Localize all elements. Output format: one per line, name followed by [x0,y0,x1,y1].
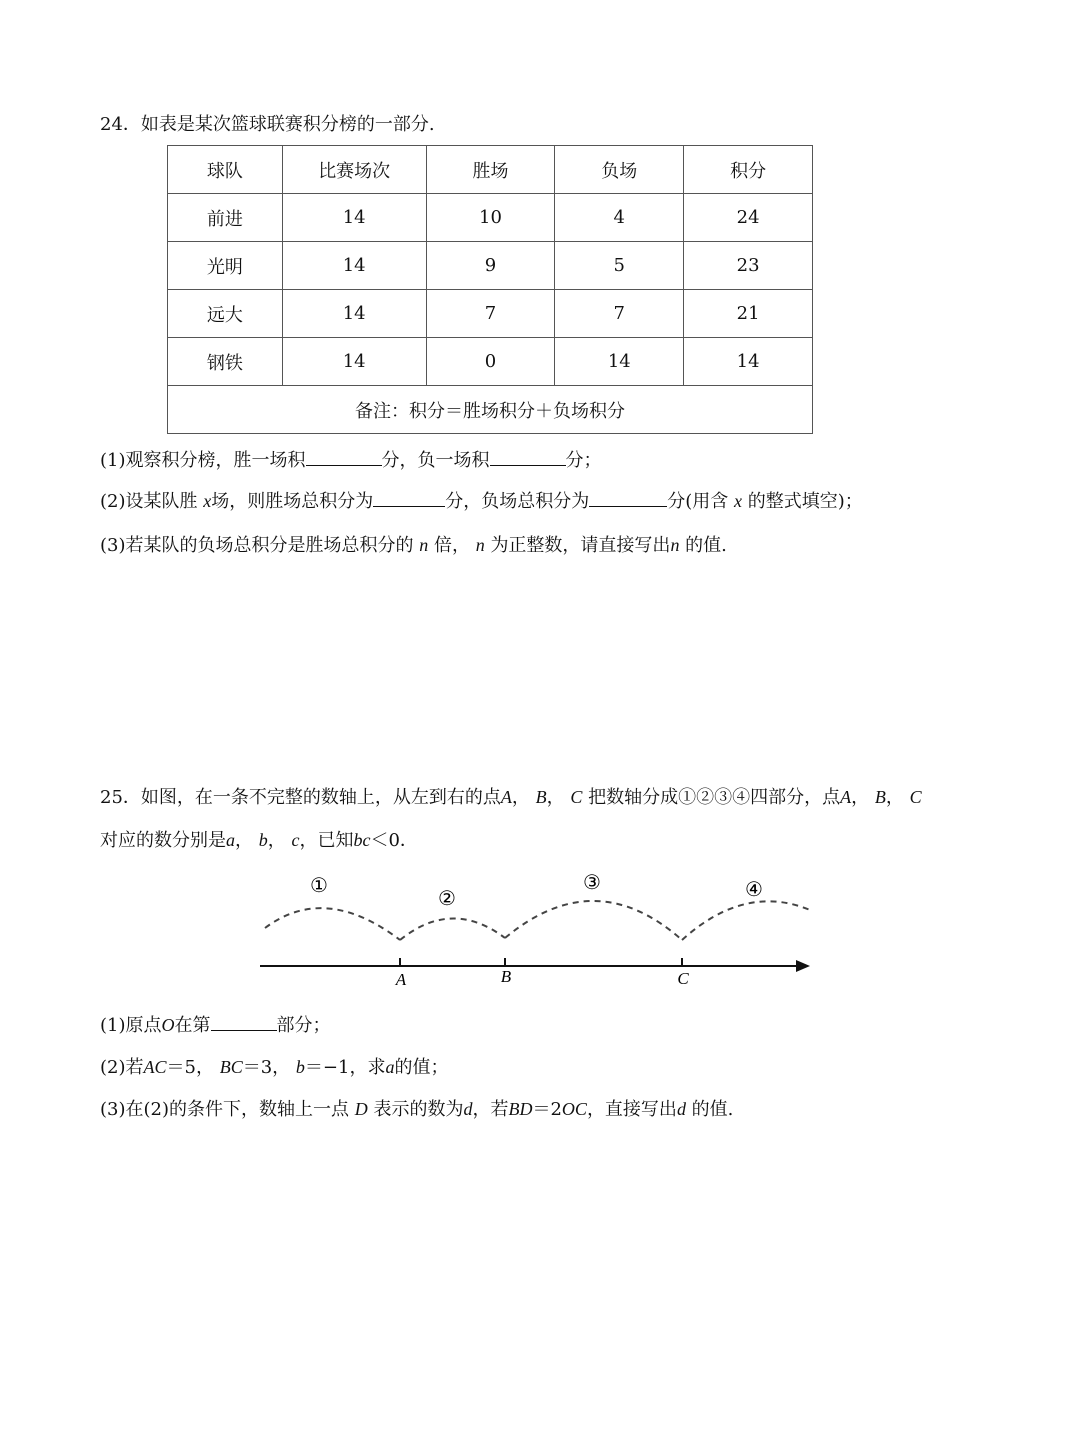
cell: 14 [282,290,426,338]
var-x: x [203,491,212,511]
arrow-icon [796,960,810,972]
text: 把数轴分成①②③④四部分，点 [588,787,841,808]
expr-bc: bc [353,830,371,850]
text: 25．如图，在一条不完整的数轴上，从左到右的点 [100,787,501,808]
answer-blank[interactable] [490,447,566,466]
var-D: D [354,1099,368,1119]
text: 对应的数分别是 [100,830,226,851]
q25-part2 [100,1055,448,1080]
cell: 14 [684,338,813,386]
text: 倍， [433,535,470,556]
cell: 0 [426,338,555,386]
text: 场，则胜场总积分为 [211,491,374,512]
q25-part1 [100,1012,331,1038]
var-n: n [670,535,680,555]
var-n: n [475,535,485,555]
arc-region-1 [265,908,400,940]
region-label-3: ③ [583,872,601,894]
q24-part2 [100,488,863,514]
cell: 14 [555,338,684,386]
cell: 14 [282,194,426,242]
var-a: a [226,830,235,850]
point-label-C: C [677,969,689,988]
q24-part3 [100,533,727,558]
var-C: C [570,787,583,807]
table-header-row [168,146,813,194]
var-OC: OC [561,1099,587,1119]
answer-blank[interactable] [211,1012,277,1031]
cell: 9 [426,242,555,290]
q25-line2 [100,828,418,853]
text: ， [267,830,286,851]
text: ， [235,830,253,851]
var-A: A [500,787,512,807]
region-label-2: ② [438,888,456,910]
text: ＝2 [532,1099,562,1120]
var-BC: BC [219,1057,243,1077]
text: ＜0． [370,830,418,851]
text: ， [511,787,530,808]
text: (2)设某队胜 [100,491,198,512]
answer-blank[interactable] [373,488,445,507]
q24-part1 [100,447,602,473]
var-BD: BD [508,1099,533,1119]
number-line-figure [255,868,825,998]
point-label-B: B [500,967,512,986]
region-label-1: ① [310,875,328,897]
table-note-row [168,386,813,434]
header-team: 球队 [168,146,283,194]
text: ，已知 [299,830,354,851]
text: 为正整数，请直接写出 [490,535,671,556]
cell: 7 [426,290,555,338]
text: ＝−1，求 [304,1057,386,1078]
var-O: O [161,1015,175,1035]
text: (1)原点 [100,1015,162,1036]
var-d: d [676,1099,686,1119]
score-table [167,145,813,434]
arc-region-3 [505,901,682,940]
var-B: B [535,787,547,807]
text: 的值； [394,1057,449,1078]
cell: 远大 [168,290,283,338]
text: 表示的数为 [373,1099,464,1120]
q25-line1 [100,785,922,810]
header-points: 积分 [684,146,813,194]
var-A: A [840,787,852,807]
var-B: B [874,787,886,807]
text: 的整式填空)； [747,491,863,512]
arc-region-4 [682,901,810,940]
header-wins: 胜场 [426,146,555,194]
var-b: b [295,1057,305,1077]
text: ＝3， [242,1057,291,1078]
text: ，直接写出 [586,1099,677,1120]
text: 分(用含 [667,491,729,512]
region-label-4: ④ [745,879,763,901]
text: (2)若 [100,1057,144,1078]
text: 在第 [174,1015,211,1036]
q24-title: 24．如表是某次篮球联赛积分榜的一部分. [100,114,435,135]
var-c: c [291,830,300,850]
text: 分，负场总积分为 [445,491,590,512]
cell: 前进 [168,194,283,242]
header-games: 比赛场次 [282,146,426,194]
text: 部分； [276,1015,331,1036]
arc-region-2 [400,918,505,940]
text: ，若 [472,1099,509,1120]
table-row [168,194,813,242]
var-x: x [734,491,742,511]
header-losses: 负场 [555,146,684,194]
table-row [168,338,813,386]
cell: 14 [282,242,426,290]
var-a: a [385,1057,395,1077]
text: ， [851,787,870,808]
cell: 7 [555,290,684,338]
table-row [168,242,813,290]
var-n: n [419,535,429,555]
cell: 光明 [168,242,283,290]
table-note: 备注：积分＝胜场积分＋负场积分 [168,386,813,434]
text: 分，负一场积 [381,450,490,471]
point-label-A: A [395,970,407,989]
cell: 14 [282,338,426,386]
text: ， [546,787,565,808]
q25-part3 [100,1097,733,1122]
cell: 10 [426,194,555,242]
text: 的值. [685,535,727,556]
table-row [168,290,813,338]
cell: 4 [555,194,684,242]
cell: 钢铁 [168,338,283,386]
cell: 24 [684,194,813,242]
text: ， [885,787,904,808]
var-b: b [258,830,268,850]
var-AC: AC [143,1057,167,1077]
text: (3)若某队的负场总积分是胜场总积分的 [100,535,414,556]
text: ＝5， [166,1057,214,1078]
answer-blank[interactable] [306,447,382,466]
var-d: d [463,1099,473,1119]
answer-blank[interactable] [589,488,667,507]
var-C: C [909,787,922,807]
cell: 21 [684,290,813,338]
text: (3)在(2)的条件下，数轴上一点 [100,1099,349,1120]
text: (1)观察积分榜，胜一场积 [100,450,306,471]
text: 的值. [691,1099,734,1120]
text: 分； [565,450,602,471]
cell: 23 [684,242,813,290]
cell: 5 [555,242,684,290]
